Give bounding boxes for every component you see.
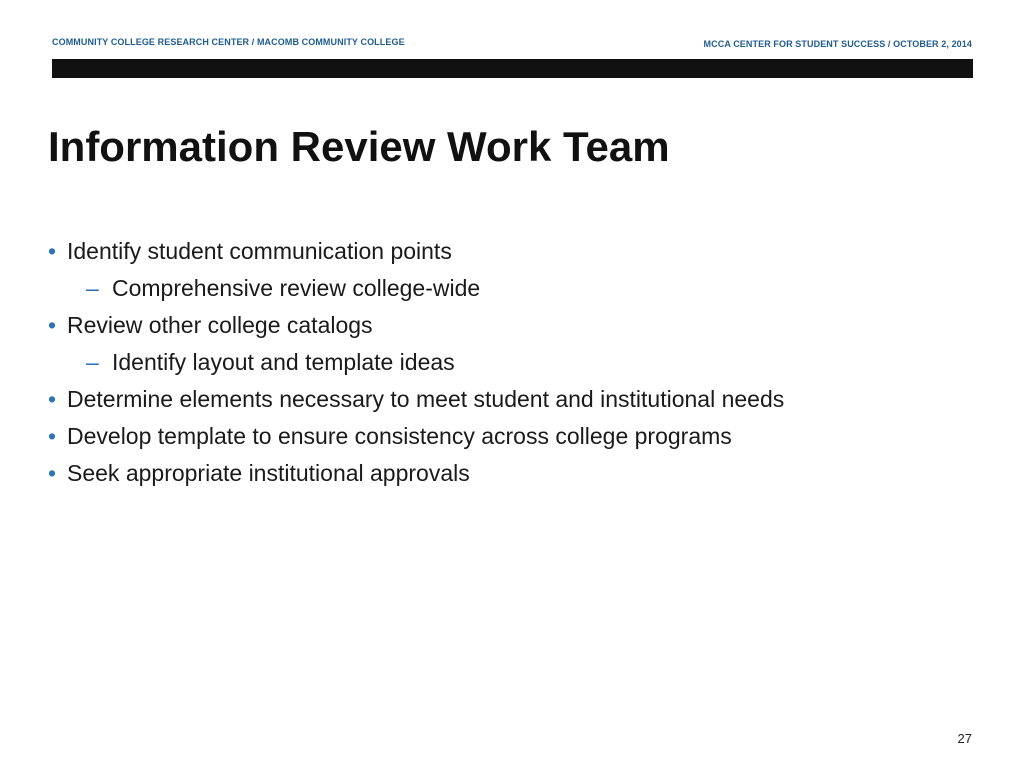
bullet-marker-icon: •	[48, 460, 57, 486]
bullet-item	[48, 455, 784, 492]
bullet-marker-icon: •	[48, 386, 57, 412]
bullet-text: Determine elements necessary to meet student and institutional needs	[67, 386, 785, 412]
bullet-item	[48, 233, 784, 270]
sub-bullet-item	[48, 344, 784, 381]
bullet-text: Review other college catalogs	[67, 312, 373, 338]
sub-bullet-text: Comprehensive review college-wide	[112, 275, 481, 301]
bullet-marker-icon: •	[48, 238, 57, 264]
bullet-text: Develop template to ensure consistency across college programs	[67, 423, 732, 449]
slide-title: Information Review Work Team	[48, 123, 670, 170]
bullet-list	[48, 233, 784, 492]
bullet-item	[48, 381, 784, 418]
sub-bullet-item	[48, 270, 784, 307]
bullet-item	[48, 307, 784, 344]
header-org-label: COMMUNITY COLLEGE RESEARCH CENTER / MACOMB COMMUNITY COLLEGE	[52, 37, 405, 47]
bullet-marker-icon: •	[48, 312, 57, 338]
header-divider-bar	[52, 59, 973, 78]
bullet-text: Seek appropriate institutional approvals	[67, 460, 470, 486]
sub-bullet-text: Identify layout and template ideas	[112, 349, 455, 375]
bullet-item	[48, 418, 784, 455]
dash-marker-icon: –	[86, 349, 99, 375]
bullet-marker-icon: •	[48, 423, 57, 449]
header-event-label: MCCA CENTER FOR STUDENT SUCCESS / OCTOBER 2, 2014	[703, 39, 972, 49]
page-number: 27	[957, 731, 972, 746]
dash-marker-icon: –	[86, 275, 99, 301]
bullet-text: Identify student communication points	[67, 238, 452, 264]
